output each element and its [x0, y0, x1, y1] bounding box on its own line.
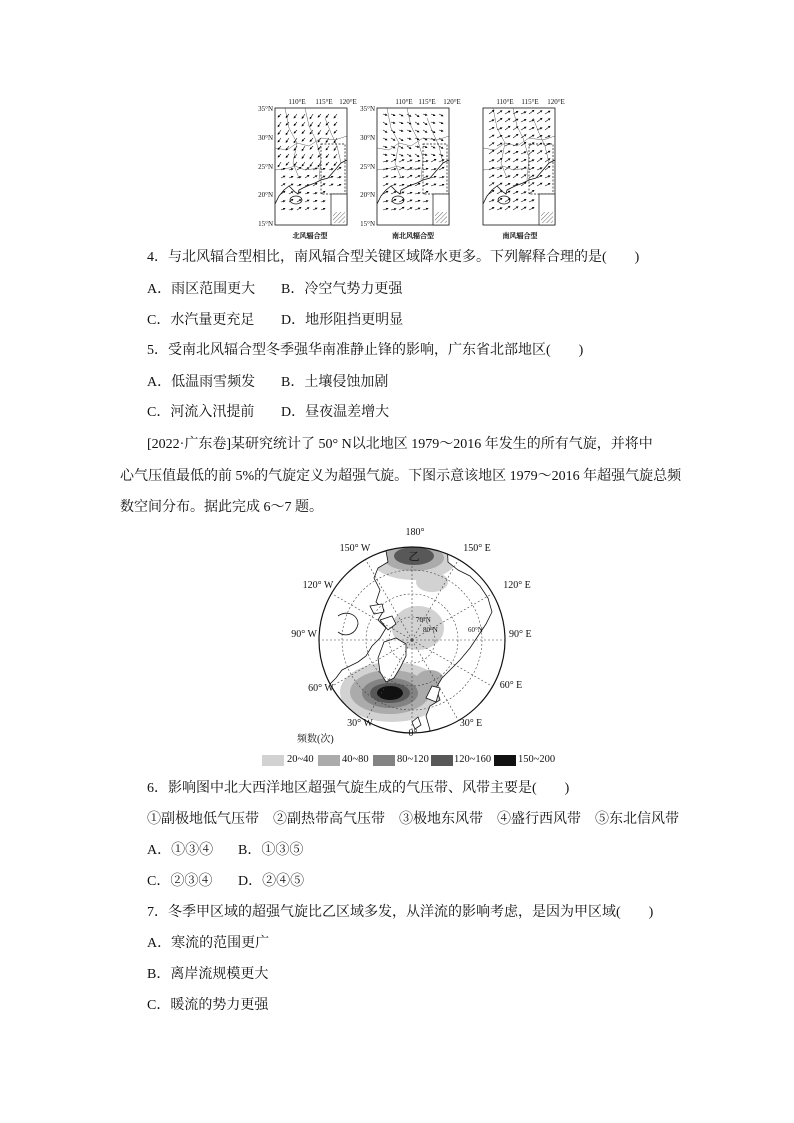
- polar-cyclone-map: [280, 520, 560, 750]
- panel1-lat-label: 35°N: [258, 105, 273, 113]
- legend-swatch: [373, 755, 395, 766]
- q7-stem: 7．冬季甲区域的超强气旋比乙区域多发，从洋流的影响考虑，是因为甲区域( ): [147, 905, 654, 920]
- panel1-lat-label: 15°N: [258, 220, 273, 228]
- map-panel-north-south-wind: [377, 108, 449, 225]
- q5-option-a[interactable]: A．低温雨雪频发: [147, 375, 256, 390]
- legend-label: 120~160: [454, 754, 492, 765]
- panel3-lon-label: 120°E: [547, 98, 565, 106]
- panel1-lon-label: 115°E: [315, 98, 333, 106]
- legend-swatch: [494, 755, 516, 766]
- legend-label: 20~40: [287, 754, 314, 765]
- intro-line: 数空间分布。据此完成 6～7 题。: [120, 500, 323, 515]
- legend-label: 40~80: [342, 754, 369, 765]
- lat-label-80n: 80°N: [423, 626, 438, 634]
- panel2-lon-label: 115°E: [418, 98, 436, 106]
- q7-option-c[interactable]: C．暖流的势力更强: [147, 998, 269, 1013]
- lon-label-150w: 150° W: [339, 543, 371, 554]
- panel1-lat-label: 30°N: [258, 134, 273, 142]
- lon-label-120e: 120° E: [503, 580, 531, 591]
- panel1-lon-label: 120°E: [339, 98, 357, 106]
- inset-hatching: [333, 212, 345, 223]
- legend-title: 频数(次): [297, 734, 334, 745]
- lon-label-180: 180°: [405, 527, 425, 538]
- panel1-lon-label: 110°E: [288, 98, 306, 106]
- panel2-lat-label: 30°N: [360, 134, 375, 142]
- q5-option-d[interactable]: D．昼夜温差增大: [281, 405, 390, 420]
- region-label-jia: 甲: [384, 688, 396, 700]
- panel2-lat-label: 35°N: [360, 105, 375, 113]
- lon-label-30w: 30° W: [347, 718, 373, 729]
- panel2-lon-label: 120°E: [443, 98, 461, 106]
- q6-item: ④盛行西风带: [497, 812, 581, 827]
- q4-option-b[interactable]: B．冷空气势力更强: [281, 282, 403, 297]
- panel1-lat-label: 25°N: [258, 163, 273, 171]
- q6-option-a[interactable]: A．①③④: [147, 843, 214, 858]
- lon-label-120w: 120° W: [302, 580, 334, 591]
- lon-label-0: 0°: [408, 728, 418, 739]
- q5-stem: 5．受南北风辐合型冬季强华南准静止锋的影响，广东省北部地区( ): [147, 343, 584, 358]
- q4-option-c[interactable]: C．水汽量更充足: [147, 313, 255, 328]
- panel1-caption: 北风辐合型: [292, 232, 328, 240]
- lon-label-90w: 90° W: [291, 629, 317, 640]
- intro-line: 心气压值最低的前 5%的气旋定义为超强气旋。下图示意该地区 1979～2016 年超强气旋总频: [120, 469, 682, 484]
- hainan-island: [392, 196, 404, 204]
- legend-swatch: [262, 755, 284, 766]
- frequency-zone: [416, 572, 448, 592]
- map-panel-south-wind: [483, 108, 555, 225]
- lat-label-60n: 60°N: [468, 626, 483, 634]
- q6-option-c[interactable]: C．②③④: [147, 874, 213, 889]
- panel2-caption: 南北风辐合型: [392, 232, 434, 240]
- q6-stem: 6．影响图中北大西洋地区超强气旋生成的气压带、风带主要是( ): [147, 781, 570, 796]
- panel1-lat-label: 20°N: [258, 191, 273, 199]
- panel2-lat-label: 15°N: [360, 220, 375, 228]
- wind-convergence-maps: [250, 95, 580, 245]
- panel3-lon-label: 110°E: [496, 98, 514, 106]
- q6-item: ⑤东北信风带: [595, 812, 679, 827]
- lon-label-90e: 90° E: [509, 629, 532, 640]
- q4-stem: 4．与北风辐合型相比，南风辐合型关键区域降水更多。下列解释合理的是( ): [147, 250, 640, 265]
- inset-hatching: [435, 212, 447, 223]
- intro-line: [2022·广东卷]某研究统计了 50° N以北地区 1979～2016 年发生的所有气旋，并将中: [147, 437, 653, 452]
- q6-item-list: [147, 811, 679, 829]
- panel3-lon-label: 115°E: [521, 98, 539, 106]
- map-panel-north-wind: [275, 108, 347, 225]
- panel2-lon-label: 110°E: [395, 98, 413, 106]
- lon-label-150e: 150° E: [463, 543, 491, 554]
- legend-label: 80~120: [397, 754, 429, 765]
- q6-item: ①副极地低气压带: [147, 812, 259, 827]
- legend-label: 150~200: [518, 754, 556, 765]
- panel2-lat-label: 25°N: [360, 163, 375, 171]
- q4-option-d[interactable]: D．地形阻挡更明显: [281, 313, 404, 328]
- lat-label-70n: 70°N: [416, 616, 431, 624]
- q5-option-b[interactable]: B．土壤侵蚀加剧: [281, 375, 389, 390]
- q7-option-a[interactable]: A．寒流的范围更广: [147, 936, 270, 951]
- q6-item: ②副热带高气压带: [273, 812, 385, 827]
- lon-label-30e: 30° E: [459, 718, 483, 729]
- q5-option-c[interactable]: C．河流入汛提前: [147, 405, 255, 420]
- legend-swatch: [431, 755, 453, 766]
- q6-option-b[interactable]: B．①③⑤: [238, 843, 304, 858]
- q6-option-d[interactable]: D．②④⑤: [238, 874, 305, 889]
- panel2-lat-label: 20°N: [360, 191, 375, 199]
- q7-option-b[interactable]: B．离岸流规模更大: [147, 967, 269, 982]
- legend-swatch: [318, 755, 340, 766]
- panel3-caption: 南风辐合型: [502, 232, 538, 240]
- region-label-yi: 乙: [408, 551, 420, 563]
- lon-label-60w: 60° W: [308, 683, 334, 694]
- q4-option-a[interactable]: A．雨区范围更大: [147, 282, 256, 297]
- inset-hatching: [541, 212, 553, 223]
- lon-label-60e: 60° E: [499, 680, 523, 691]
- q6-item: ③极地东风带: [399, 812, 483, 827]
